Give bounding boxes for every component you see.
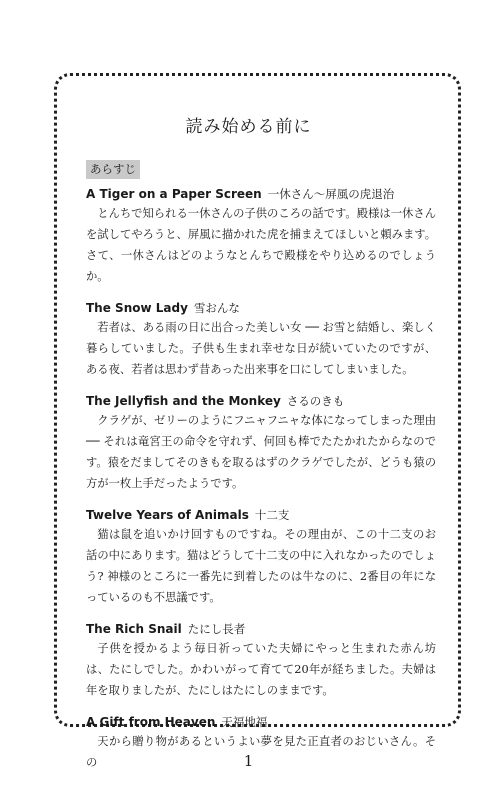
- story-title: [86, 713, 436, 731]
- story-title: [86, 392, 436, 410]
- story-title: [86, 620, 436, 638]
- page-title: 読み始める前に: [185, 117, 312, 137]
- story-title-en: The Snow Lady: [86, 301, 188, 315]
- story-title-jp: 雪おんな: [193, 301, 240, 315]
- story-title-en: The Rich Snail: [86, 622, 182, 636]
- story-summary: 猫は鼠を追いかけ回すものですね。その理由が、この十二支のお話の中にあります。猫はどうして十二支の中に入れなかったのでしょう? 神様のところに一番先に到着したのは牛なのに、2番目の年になっているのも不思議です。: [86, 528, 436, 604]
- story-title-jp: 十二支: [254, 508, 290, 522]
- story-summary: 子供を授かるよう毎日祈っていた夫婦にやっと生まれた赤ん坊は、たにしでした。かわいがって育てて20年が経ちました。夫婦は年を取りましたが、たにしはたにしのままです。: [86, 642, 436, 697]
- story-title-en: A Tiger on a Paper Screen: [86, 187, 262, 201]
- story-title-en: The Jellyfish and the Monkey: [86, 394, 281, 408]
- story-item: [86, 620, 436, 701]
- story-item: [86, 299, 436, 380]
- story-title-jp: たにし長者: [187, 622, 246, 636]
- story-item: [86, 506, 436, 608]
- story-summary: とんちで知られる一休さんの子供のころの話です。殿様は一休さんを試してやろうと、屏風に描かれた虎を捕まえてほしいと頼みます。さて、一休さんはどのようなとんちで殿様をやり込めるのでしょうか。: [86, 207, 436, 283]
- page-number: 1: [243, 752, 254, 770]
- synopsis-content: [86, 158, 436, 785]
- story-title: [86, 299, 436, 317]
- story-title-jp: さるのきも: [286, 394, 345, 408]
- section-label: あらすじ: [86, 160, 140, 179]
- story-title-jp: 天福地福: [221, 715, 268, 729]
- story-summary: クラゲが、ゼリーのようにフニャフニャな体になってしまった理由 ── それは竜宮王の命令を守れず、何回も棒でたたかれたからなのです。猿をだましてそのきもを取るはずのクラゲでしたが、どうも猿の方が一枚上手だったようです。: [86, 414, 436, 490]
- story-summary: 若者は、ある雨の日に出合った美しい女 ── お雪と結婚し、楽しく暮らしていました。子供も生まれ幸せな日が続いていたのですが、ある夜、若者は思わず昔あった出来事を口にしてしまいました。: [86, 321, 436, 376]
- story-item: [86, 185, 436, 287]
- story-item: [86, 392, 436, 494]
- story-title: [86, 506, 436, 524]
- story-title-jp: 一休さん〜屏風の虎退治: [267, 187, 395, 201]
- story-title: [86, 185, 436, 203]
- story-summary: 天から贈り物があるというよい夢を見た正直者のおじいさん。その: [86, 735, 436, 769]
- story-title-en: Twelve Years of Animals: [86, 508, 249, 522]
- story-title-en: A Gift from Heaven: [86, 715, 216, 729]
